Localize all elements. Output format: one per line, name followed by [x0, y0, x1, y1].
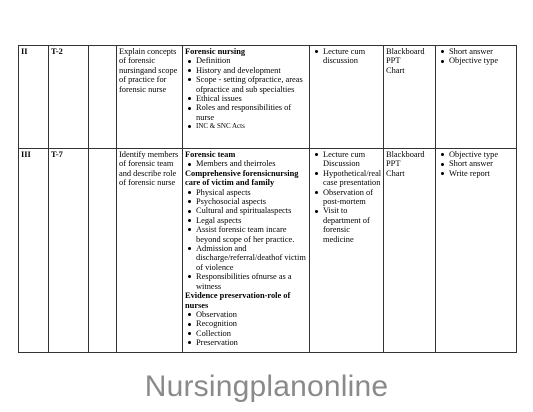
unit-cell: II	[19, 46, 49, 149]
table-row	[19, 149, 517, 353]
content-list-item: Recognition	[185, 319, 307, 328]
content-list-item: Observation	[185, 310, 307, 319]
methods-list	[312, 150, 381, 244]
content-list-item: Responsibilities ofnurse as a witness	[185, 272, 307, 291]
objectives-cell: Explain concepts of forensic nursingand scope of practice for forensic nurse	[117, 46, 183, 149]
table-row	[19, 46, 517, 149]
evaluation-item: Objective type	[438, 150, 514, 159]
watermark-text: Nursingplanonline	[144, 370, 389, 403]
content-list-item: Collection	[185, 329, 307, 338]
empty-cell	[89, 46, 117, 149]
content-heading: Forensic nursing	[185, 47, 246, 56]
content-list-item: Definition	[185, 56, 307, 65]
method-item: Hypothetical/real case presentation	[312, 169, 381, 188]
content-list-item: Psychosocial aspects	[185, 197, 307, 206]
content-list	[185, 56, 307, 131]
aids-cell	[384, 46, 436, 149]
content-list-item: Scope - setting ofpractice, areas ofpractice and sub specialties	[185, 75, 307, 94]
content-list-item: Cultural and spiritualaspects	[185, 206, 307, 215]
content-list	[185, 159, 307, 168]
content-list-item: Members and theirroles	[185, 159, 307, 168]
content-list	[185, 310, 307, 348]
content-list-item: Assist forensic team incare beyond scope of her practice.	[185, 225, 307, 244]
time-cell: T-7	[49, 149, 89, 353]
content-list-item: Legal aspects	[185, 216, 307, 225]
aid-item: PPT	[386, 56, 401, 66]
evaluation-cell	[436, 46, 517, 149]
aids-cell	[384, 149, 436, 353]
evaluation-item: Short answer	[438, 47, 514, 56]
aid-item: Blackboard	[386, 47, 425, 56]
syllabus-table-body	[19, 46, 517, 353]
objectives-cell: Identify members of forensic team and describe role of forensic nurse	[117, 149, 183, 353]
method-item: Visit to department of forensic medicine	[312, 206, 381, 244]
content-list	[185, 188, 307, 291]
aid-item: Chart	[386, 65, 405, 75]
content-heading: Forensic team	[185, 150, 236, 159]
content-list-item: Physical aspects	[185, 188, 307, 197]
content-list-item: INC & SNC Acts	[185, 122, 307, 131]
content-list-item: History and development	[185, 66, 307, 75]
time-cell: T-2	[49, 46, 89, 149]
content-heading: Evidence preservation-role of nurses	[185, 291, 291, 310]
syllabus-table	[18, 45, 517, 353]
content-list-item: Roles and responsibilities of nurse	[185, 103, 307, 122]
methods-cell	[310, 149, 384, 353]
aid-item: Chart	[386, 168, 405, 178]
unit-cell: III	[19, 149, 49, 353]
method-item: Lecture cum Discussion	[312, 150, 381, 169]
evaluation-list	[438, 150, 514, 178]
content-cell	[183, 46, 310, 149]
methods-list	[312, 47, 381, 66]
methods-cell	[310, 46, 384, 149]
content-list-item: Admission and discharge/referral/deathof victim of violence	[185, 244, 307, 272]
content-heading: Comprehensive forensicnursing care of victim and family	[185, 168, 299, 188]
evaluation-item: Write report	[438, 169, 514, 178]
aid-item: PPT	[386, 159, 401, 169]
evaluation-list	[438, 47, 514, 66]
content-list-item: Ethical issues	[185, 94, 307, 103]
evaluation-cell	[436, 149, 517, 353]
method-item: Lecture cum discussion	[312, 47, 381, 66]
evaluation-item: Objective type	[438, 56, 514, 65]
content-list-item: Preservation	[185, 338, 307, 347]
method-item: Observation of post-mortem	[312, 188, 381, 207]
content-cell	[183, 149, 310, 353]
aid-item: Blackboard	[386, 150, 425, 159]
empty-cell	[89, 149, 117, 353]
evaluation-item: Short answer	[438, 159, 514, 168]
